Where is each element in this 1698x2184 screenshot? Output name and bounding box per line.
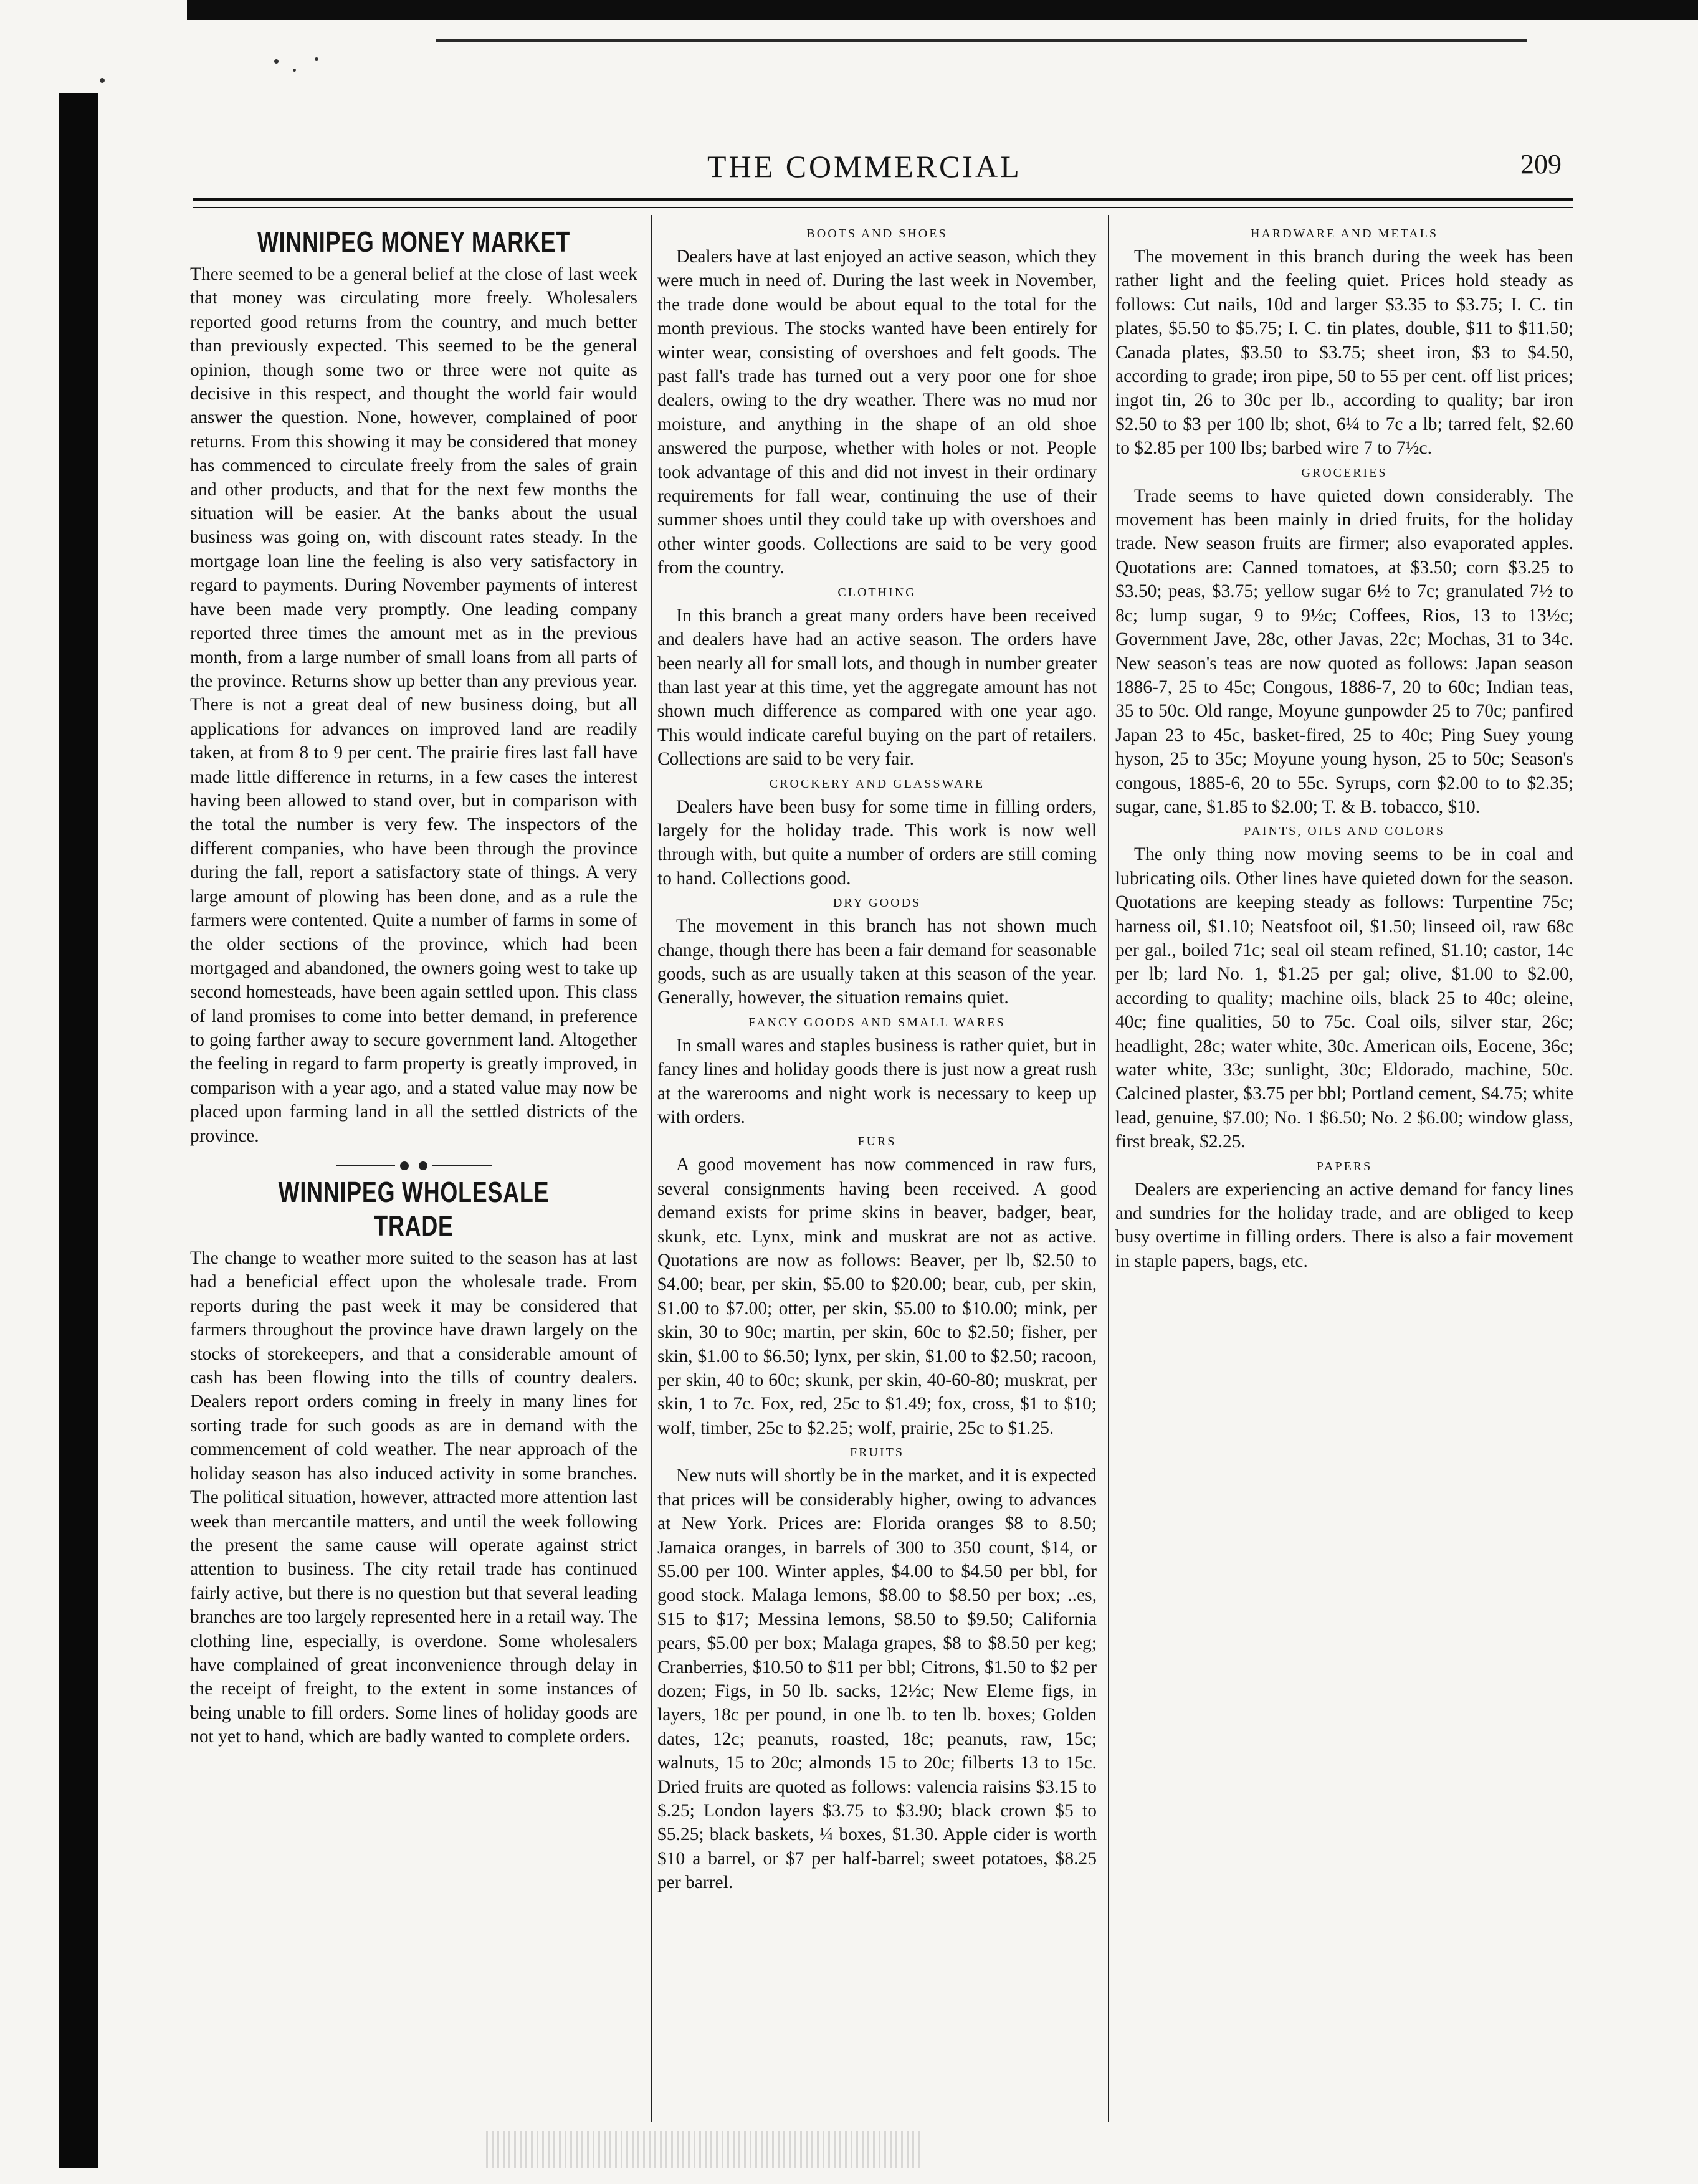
scan-speck bbox=[274, 59, 279, 64]
scan-speck bbox=[315, 57, 318, 61]
scan-binding-edge bbox=[59, 93, 98, 2168]
section-heading-fruits: FRUITS bbox=[850, 1446, 904, 1460]
section-heading-dry-goods: DRY GOODS bbox=[832, 896, 922, 910]
header-rule-thin bbox=[193, 207, 1573, 208]
scan-smudge bbox=[486, 2131, 922, 2168]
section-heading-paints: PAINTS, OILS AND COLORS bbox=[1244, 824, 1445, 839]
article-intro-wholesale-trade: The change to weather more suited to the season has at last had a beneficial effect upon the wholesale trade. From reports during the past week it may be considered that farmers throughout the province have drawn largely on the stocks of storekeepers, and that a considerable amount of cash has been flowing into the tills of country dealers. Dealers report orders coming in freely in many lines for sorting trade for such goods as are in demand with the commencement of cold weather. The near approach of the holiday season has also induced activity in some branches. The political situation, however, attracted more attention last week than mercantile matters, and until the week following the present the same cause will operate against strict attention to business. The city retail trade has continued fairly active, but there is no question but that several leading branches are too largely represented here in a retail way. The clothing line, especially, is overdone. Some wholesalers have complained of great inconvenience through delay in the receipt of freight, to the extent in some instances of being unable to fill orders. Some lines of holiday goods are not yet to hand, which are badly wanted to complete orders. bbox=[190, 1248, 637, 1747]
page-header-title: THE COMMERCIAL bbox=[707, 149, 1022, 184]
column-2 bbox=[657, 221, 1097, 2137]
scan-speck bbox=[100, 78, 105, 83]
column-divider bbox=[651, 215, 652, 2122]
section-body-furs: A good movement has now commenced in raw furs, several consignments having been received. A good demand exists for prime skins in beaver, badger, bear, skunk, etc. Lynx, mink and muskrat are not as active. Quotations are now as follows: Beaver, per lb, $2.50 to $4.00; bear, per skin, $5.00 to $20.00; bear, cub, per skin, $1.00 to $7.00; otter, per skin, $5.00 to $10.00; mink, per skin, 30 to 90c; martin, per skin, 60c to $2.50; fisher, per skin, $1.00 to $6.50; lynx, per skin, $1.00 to $2.50; racoon, per skin, 40 to 60c; skunk, per skin, 40-60-80; muskrat, per skin, 1 to 7c. Fox, red, 25c to $1.49; fox, cross, $1 to $10; wolf, timber, 25c to $2.25; wolf, prairie, 25c to $1.25. bbox=[657, 1155, 1097, 1438]
section-body-fancy-goods: In small wares and staples business is rather quiet, but in fancy lines and holiday goods there is just now a great rush at the warerooms and night work is necessary to keep up with orders. bbox=[657, 1035, 1097, 1127]
article-body-money-market: There seemed to be a general belief at the close of last week that money was circulating more freely. Wholesalers reported good returns from the country, and much better than previously expected. This seemed to be the general opinion, though some two or three were not quite as decisive in this respect, and thought the world fair would answer the question. None, however, complained of poor returns. From this showing it may be considered that money has commenced to circulate freely from the sales of grain and other products, and that for the next few months the situation will be easier. At the banks about the usual business was going on, with discount rates steady. In the mortgage loan line the feeling is also very satisfactory in regard to payments. During November payments of interest have been made very promptly. One leading company reported three times the amount met as in the previous month, from a large number of small loans from all parts of the province. Returns show up better than any previous year. There is not a great deal of new business doing, but all applications for advances on improved land are readily taken, at from 8 to 9 per cent. The prairie fires last fall have made little difference in returns, in a few cases the interest having been allowed to stand over, but in comparison with the total the number is very few. The inspectors of the different companies, who have been through the province during the fall, report a satisfactory state of things. A very large amount of plowing has been done, and as a rule the farmers were contented. Quite a number of farms in some of the older sections of the province, which had been mortgaged and abandoned, the owners going west to take up second homesteads, have been again settled upon. This class of land promises to come into better demand, in preference to going farther away to secure government land. Altogether the feeling in regard to farm property is greatly improved, in comparison with a year ago, and a stated value may now be placed upon farming land in all the settled districts of the province. bbox=[190, 264, 637, 1146]
section-body-clothing: In this branch a great many orders have been received and dealers have had an active season. The orders have been nearly all for small lots, and though in number greater than last year at this time, yet the aggregate amount has not shown much difference as compared with one year ago. This would indicate careful buying on the part of retailers. Collections are said to be very fair. bbox=[657, 605, 1097, 770]
section-body-dry-goods: The movement in this branch has not shown much change, though there has been a fair demand for seasonable goods, such as are usually taken at this season of the year. Generally, however, the situation remains quiet. bbox=[657, 916, 1097, 1008]
section-heading-crockery: CROCKERY AND GLASSWARE bbox=[769, 776, 985, 791]
section-body-papers: Dealers are experiencing an active demand for fancy lines and sundries for the holiday trade, and are obliged to keep busy overtime in filling orders. There is also a fair movement in staple papers, bags, etc. bbox=[1115, 1179, 1573, 1271]
section-heading-hardware: HARDWARE AND METALS bbox=[1251, 227, 1438, 241]
scan-top-rule bbox=[436, 39, 1527, 42]
section-body-paints: The only thing now moving seems to be in coal and lubricating oils. Other lines have quieted down for the season. Quotations are keeping steady as follows: Turpentine 75c; harness oil, $1.10; Neatsfoot oil, $1.50; linseed oil, raw 68c per gal., boiled 71c; seal oil steam refined, $1.10; castor, 14c per lb; lard No. 1, $1.25 per gal; olive, $1.00 to $2.00, according to quality; machine oils, black 25 to 40c; oleine, 40c; fine qualities, 50 to 75c. Coal oils, silver star, 26c; headlight, 28c; water white, 30c. American oils, Eocene, 36c; water white, 33c; sunlight, 30c; Eldorado, machine, 50c. Calcined plaster, $3.75 per bbl; Portland cement, $4.75; white lead, genuine, $7.00; No. 1 $6.50; No. 2 $6.00; window glass, first break, $2.25. bbox=[1115, 844, 1573, 1152]
section-heading-groceries: GROCERIES bbox=[1301, 465, 1388, 480]
section-ornament bbox=[190, 1159, 637, 1171]
header-rule bbox=[193, 198, 1573, 201]
section-heading-boots-shoes: BOOTS AND SHOES bbox=[806, 227, 948, 241]
scan-top-border bbox=[187, 0, 1698, 20]
article-title-wholesale-trade: WINNIPEG WHOLESALE TRADE bbox=[278, 1176, 550, 1242]
column-divider bbox=[1108, 215, 1109, 2122]
section-body-crockery: Dealers have been busy for some time in filling orders, largely for the holiday trade. This work is now well through with, but quite a number of orders are still coming to hand. Collections good. bbox=[657, 796, 1097, 889]
section-body-hardware: The movement in this branch during the week has been rather light and the feeling quiet. Prices hold steady as follows: Cut nails, 10d and larger $3.35 to $3.75; I. C. tin plates, $5.50 to $5.75; I. C. tin plates, double, $11 to $11.50; Canada plates, $3.50 to $3.75; sheet iron, $3 to $4.50, according to grade; iron pipe, 50 to 55 per cent. off list prices; ingot tin, 26 to 30c per lb., according to quality; bar iron $2.50 to $3 per 100 lb; shot, 6¼ to 7c a lb; tarred felt, $2.60 to $2.85 per 100 lbs; barbed wire 7 to 7½c. bbox=[1115, 247, 1573, 459]
column-3 bbox=[1115, 221, 1573, 2137]
page-number: 209 bbox=[1520, 149, 1562, 179]
section-heading-papers: PAPERS bbox=[1316, 1159, 1373, 1173]
section-body-boots-shoes: Dealers have at last enjoyed an active season, which they were much in need of. During the last week in November, the trade done would be about equal to the total for the month previous. The stocks wanted have been entirely for winter wear, consisting of overshoes and felt goods. The past fall's trade has turned out a very poor one for shoe dealers, owing to the dry weather. There was no mud nor moisture, and anything in the shape of an old shoe answered the purpose, whether with holes or not. People took advantage of this and did not invest in their ordinary requirements for fall wear, continuing the use of their summer shoes until they could take up with overshoes and other winter goods. Collections are said to be very good from the country. bbox=[657, 247, 1097, 578]
article-title-money-market: WINNIPEG MONEY MARKET bbox=[257, 226, 571, 258]
section-heading-furs: FURS bbox=[857, 1135, 897, 1149]
section-body-groceries: Trade seems to have quieted down considerably. The movement has been mainly in dried fruits, for the holiday trade. New season fruits are firmer; also evaporated apples. Quotations are: Canned tomatoes, at $3.50; corn $3.25 to $3.50; peas, $3.75; yellow sugar 6½ to 7c; granulated 7½ to 8c; lump sugar, 9 to 9½c; Coffees, Rios, 13 to 13½c; Government Jave, 28c, other Javas, 22c; Mochas, 31 to 34c. New season's teas are now quoted as follows: Japan season 1886-7, 25 to 45c; Congous, 1886-7, 20 to 60c; Indian teas, 35 to 50c. Old range, Moyune gunpowder 25 to 70c; panfired Japan 23 to 45c, basket-fired, 25 to 40c; Ping Suey young hyson, 25 to 35c; Moyune young hyson, 25 to 50c; Season's congous, 1885-6, 20 to 55c. Syrups, corn $2.00 to to $2.35; sugar, cane, $1.85 to $2.00; T. & B. tobacco, $10. bbox=[1115, 485, 1573, 817]
section-body-fruits: New nuts will shortly be in the market, and it is expected that prices will be considerably higher, owing to advances at New York. Prices are: Florida oranges $8 to 8.50; Jamaica oranges, in barrels of 300 to 350 count, $14, or $5.00 per 100. Winter apples, $4.00 to $4.50 per bbl, for good stock. Malaga lemons, $8.00 to $8.50 per box; ..es, $15 to $17; Messina lemons, $8.50 to $9.50; California pears, $5.00 per box; Malaga grapes, $8 to $8.50 per keg; Cranberries, $10.50 to $11 per bbl; Citrons, $1.50 to $2 per dozen; Figs, in 50 lb. sacks, 12½c; New Eleme figs, in layers, 18c per pound, in one lb. to ten lb. boxes; Golden dates, 12c; peanuts, roasted, 18c; peanuts, raw, 15c; walnuts, 15 to 20c; almonds 15 to 20c; filberts 13 to 15c. Dried fruits are quoted as follows: valencia raisins $3.15 to $.25; London layers $3.75 to $3.90; black crown $5 to $5.25; black baskets, ¼ boxes, $1.30. Apple cider is worth $10 a barrel, or $7 per half-barrel; sweet potatoes, $8.25 per barrel. bbox=[657, 1466, 1097, 1893]
column-1 bbox=[190, 221, 637, 2137]
section-heading-clothing: CLOTHING bbox=[837, 585, 917, 599]
scan-speck bbox=[293, 69, 296, 72]
section-heading-fancy-goods: FANCY GOODS AND SMALL WARES bbox=[748, 1015, 1006, 1029]
